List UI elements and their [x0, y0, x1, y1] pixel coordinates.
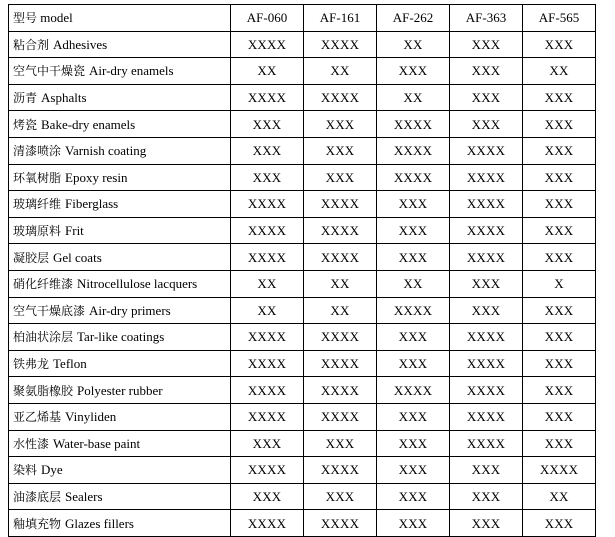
rating-cell: XXX	[523, 510, 596, 537]
rating-cell: XXX	[523, 191, 596, 218]
rating-cell: XXX	[450, 457, 523, 484]
application-name-zh: 聚氨脂橡胶	[13, 383, 74, 398]
rating-cell: XXX	[523, 430, 596, 457]
rating-cell: XX	[304, 58, 377, 85]
application-name-en: Glazes fillers	[65, 515, 134, 531]
table-body	[9, 31, 596, 536]
rating-cell: XXXX	[450, 244, 523, 271]
rating-cell: XXX	[377, 324, 450, 351]
rating-cell: XXX	[377, 191, 450, 218]
application-name-cell	[9, 510, 231, 537]
rating-cell: XXXX	[377, 137, 450, 164]
rating-cell: XXXX	[450, 191, 523, 218]
application-name-zh: 柏油状涂层	[13, 330, 74, 345]
rating-cell: XXX	[377, 350, 450, 377]
rating-cell: XX	[231, 58, 304, 85]
rating-cell: XXXX	[377, 111, 450, 138]
application-name-zh: 铁弗龙	[13, 357, 50, 372]
header-grade: AF-060	[231, 5, 304, 32]
application-name-en: Gel coats	[53, 249, 102, 265]
rating-cell: XXXX	[304, 510, 377, 537]
rating-cell: XXXX	[304, 31, 377, 58]
rating-cell: XXXX	[450, 137, 523, 164]
application-name-zh: 硝化纤维漆	[13, 277, 74, 292]
rating-cell: XXX	[450, 297, 523, 324]
rating-cell: XXXX	[450, 430, 523, 457]
rating-cell: XXX	[377, 244, 450, 271]
table-row	[9, 324, 596, 351]
application-name-cell	[9, 297, 231, 324]
application-name-en: Epoxy resin	[65, 169, 128, 185]
application-grade-table	[8, 4, 596, 537]
application-name-cell	[9, 217, 231, 244]
application-name-zh: 沥青	[13, 91, 38, 106]
application-name-cell	[9, 324, 231, 351]
application-name-cell	[9, 244, 231, 271]
rating-cell: XXXX	[231, 31, 304, 58]
rating-cell: XXXX	[231, 244, 304, 271]
application-grade-table-container	[8, 4, 596, 537]
rating-cell: XXX	[377, 457, 450, 484]
table-row	[9, 403, 596, 430]
application-name-cell	[9, 31, 231, 58]
application-name-en: Asphalts	[41, 90, 87, 106]
table-row	[9, 510, 596, 537]
rating-cell: XXXX	[377, 377, 450, 404]
rating-cell: XX	[523, 58, 596, 85]
application-name-zh: 亚乙烯基	[13, 410, 62, 425]
rating-cell: XXX	[304, 111, 377, 138]
rating-cell: XX	[377, 270, 450, 297]
rating-cell: XXX	[231, 483, 304, 510]
rating-cell: XXX	[523, 137, 596, 164]
rating-cell: XXX	[377, 217, 450, 244]
application-name-en: Air-dry primers	[89, 302, 171, 318]
rating-cell: XXX	[231, 111, 304, 138]
rating-cell: XXXX	[450, 324, 523, 351]
header-model-label-zh: 型号	[13, 11, 38, 26]
rating-cell: XXXX	[231, 217, 304, 244]
table-row	[9, 297, 596, 324]
rating-cell: XXX	[523, 324, 596, 351]
application-name-zh: 染料	[13, 463, 38, 478]
header-grade: AF-363	[450, 5, 523, 32]
rating-cell: XX	[304, 297, 377, 324]
rating-cell: XXXX	[304, 217, 377, 244]
application-name-en: Bake-dry enamels	[41, 116, 136, 132]
application-name-cell	[9, 403, 231, 430]
table-row	[9, 137, 596, 164]
application-name-zh: 清漆喷涂	[13, 144, 62, 159]
rating-cell: XX	[377, 84, 450, 111]
rating-cell: XX	[231, 270, 304, 297]
application-name-cell	[9, 164, 231, 191]
application-name-en: Air-dry enamels	[89, 63, 174, 79]
rating-cell: XXXX	[304, 84, 377, 111]
rating-cell: XXX	[523, 31, 596, 58]
rating-cell: XXXX	[231, 350, 304, 377]
application-name-en: Varnish coating	[65, 143, 147, 159]
application-name-cell	[9, 84, 231, 111]
rating-cell: XXX	[304, 483, 377, 510]
application-name-zh: 空气干燥底漆	[13, 303, 86, 318]
rating-cell: XXX	[304, 137, 377, 164]
rating-cell: XXXX	[231, 191, 304, 218]
application-name-en: Nitrocellulose lacquers	[77, 276, 198, 292]
table-row	[9, 58, 596, 85]
rating-cell: XXX	[523, 377, 596, 404]
rating-cell: XXX	[523, 403, 596, 430]
rating-cell: XXX	[523, 111, 596, 138]
rating-cell: XXX	[304, 164, 377, 191]
rating-cell: XXXX	[450, 403, 523, 430]
application-name-cell	[9, 191, 231, 218]
rating-cell: XXXX	[231, 377, 304, 404]
rating-cell: XXX	[523, 350, 596, 377]
rating-cell: XX	[231, 297, 304, 324]
rating-cell: XXX	[450, 483, 523, 510]
application-name-zh: 环氧树脂	[13, 170, 62, 185]
application-name-cell	[9, 377, 231, 404]
rating-cell: XXXX	[304, 403, 377, 430]
application-name-cell	[9, 483, 231, 510]
rating-cell: XXXX	[450, 350, 523, 377]
table-row	[9, 111, 596, 138]
application-name-en: Tar-like coatings	[77, 329, 165, 345]
application-name-zh: 油漆底层	[13, 489, 62, 504]
table-row	[9, 31, 596, 58]
rating-cell: XXX	[231, 164, 304, 191]
application-name-zh: 水性漆	[13, 436, 50, 451]
table-row	[9, 217, 596, 244]
header-grade: AF-565	[523, 5, 596, 32]
rating-cell: XXX	[304, 430, 377, 457]
rating-cell: XXXX	[304, 244, 377, 271]
table-row	[9, 483, 596, 510]
header-model-label-en: model	[40, 10, 73, 26]
application-name-zh: 釉填充物	[13, 516, 62, 531]
application-name-zh: 粘合剂	[13, 37, 50, 52]
rating-cell: X	[523, 270, 596, 297]
rating-cell: XXX	[377, 483, 450, 510]
table-row	[9, 164, 596, 191]
rating-cell: XXX	[377, 403, 450, 430]
rating-cell: XXXX	[377, 164, 450, 191]
header-model-label	[9, 5, 231, 32]
application-name-en: Water-base paint	[53, 435, 141, 451]
application-name-en: Fiberglass	[65, 196, 119, 212]
rating-cell: XXX	[523, 297, 596, 324]
application-name-en: Dye	[41, 462, 63, 478]
rating-cell: XXX	[231, 137, 304, 164]
table-header-row	[9, 5, 596, 32]
application-name-zh: 凝胶层	[13, 250, 50, 265]
table-row	[9, 457, 596, 484]
application-name-zh: 玻璃原料	[13, 224, 62, 239]
rating-cell: XXX	[523, 217, 596, 244]
application-name-cell	[9, 137, 231, 164]
application-name-zh: 玻璃纤维	[13, 197, 62, 212]
rating-cell: XXXX	[304, 191, 377, 218]
rating-cell: XXXX	[304, 324, 377, 351]
header-grade: AF-262	[377, 5, 450, 32]
application-name-cell	[9, 350, 231, 377]
table-row	[9, 244, 596, 271]
application-name-zh: 烤瓷	[13, 117, 38, 132]
application-name-cell	[9, 430, 231, 457]
rating-cell: XXXX	[304, 350, 377, 377]
rating-cell: XXX	[450, 31, 523, 58]
table-row	[9, 430, 596, 457]
rating-cell: XXX	[450, 270, 523, 297]
rating-cell: XXXX	[231, 457, 304, 484]
application-name-en: Vinyliden	[65, 409, 117, 425]
application-name-en: Polyester rubber	[77, 382, 163, 398]
application-name-cell	[9, 111, 231, 138]
rating-cell: XXXX	[304, 377, 377, 404]
rating-cell: XX	[304, 270, 377, 297]
table-row	[9, 270, 596, 297]
application-name-en: Teflon	[53, 356, 87, 372]
application-name-cell	[9, 270, 231, 297]
rating-cell: XXXX	[231, 510, 304, 537]
rating-cell: XXX	[450, 84, 523, 111]
rating-cell: XXX	[450, 510, 523, 537]
rating-cell: XXX	[450, 58, 523, 85]
rating-cell: XXXX	[377, 297, 450, 324]
rating-cell: XXXX	[450, 377, 523, 404]
rating-cell: XXX	[450, 111, 523, 138]
rating-cell: XXXX	[304, 457, 377, 484]
rating-cell: XXX	[523, 164, 596, 191]
rating-cell: XX	[377, 31, 450, 58]
table-row	[9, 377, 596, 404]
application-name-en: Adhesives	[53, 36, 108, 52]
application-name-zh: 空气中干燥瓷	[13, 64, 86, 79]
table-row	[9, 350, 596, 377]
rating-cell: XXXX	[450, 164, 523, 191]
rating-cell: XXXX	[231, 84, 304, 111]
rating-cell: XXXX	[450, 217, 523, 244]
rating-cell: XXX	[377, 510, 450, 537]
application-name-en: Frit	[65, 223, 84, 239]
application-name-cell	[9, 58, 231, 85]
rating-cell: XXX	[377, 58, 450, 85]
rating-cell: XXX	[377, 430, 450, 457]
header-grade: AF-161	[304, 5, 377, 32]
application-name-cell	[9, 457, 231, 484]
table-row	[9, 84, 596, 111]
rating-cell: XXXX	[231, 403, 304, 430]
rating-cell: XX	[523, 483, 596, 510]
rating-cell: XXX	[523, 244, 596, 271]
rating-cell: XXX	[523, 84, 596, 111]
table-row	[9, 191, 596, 218]
application-name-en: Sealers	[65, 488, 103, 504]
rating-cell: XXX	[231, 430, 304, 457]
rating-cell: XXXX	[523, 457, 596, 484]
rating-cell: XXXX	[231, 324, 304, 351]
